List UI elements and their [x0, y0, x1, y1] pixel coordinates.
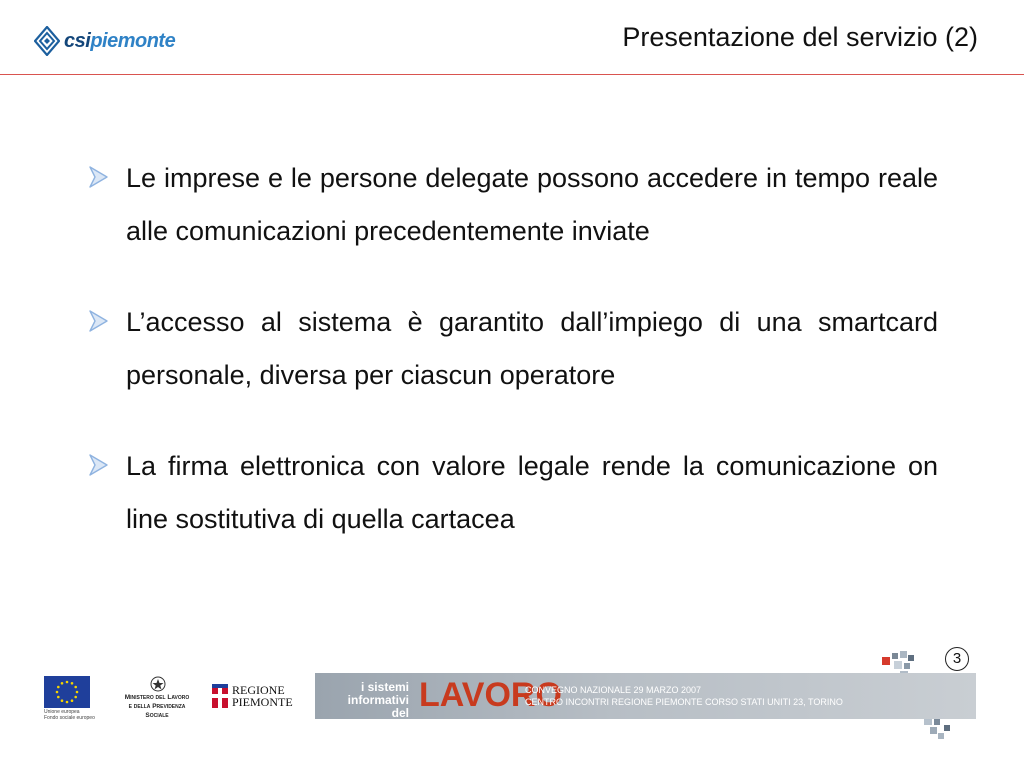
regione-line2: PIEMONTE	[232, 695, 293, 709]
csi-diamond-logo-icon	[34, 26, 60, 56]
banner-line2: informativi del	[347, 693, 409, 720]
page-title: Presentazione del servizio (2)	[622, 22, 978, 52]
bullet-text: L’accesso al sistema è garantito dall’impiego di una smartcard personale, diversa per ciascun operatore	[126, 307, 938, 390]
header-divider	[0, 74, 1024, 75]
event-line1: CONVEGNO NAZIONALE 29 MARZO 2007	[525, 685, 702, 695]
regione-shield-icon	[212, 684, 228, 708]
event-banner	[315, 673, 976, 719]
logo-text-csi: csi	[64, 29, 91, 52]
bullet-item	[88, 152, 938, 258]
eu-caption: Unione europea Fondo sociale europeo	[44, 709, 95, 721]
regione-piemonte-logo	[212, 684, 293, 708]
ministry-logo	[117, 676, 197, 720]
banner-subtitle	[329, 681, 409, 720]
ministry-text	[117, 693, 197, 720]
regione-text	[232, 684, 293, 708]
regione-line1: REGIONE	[232, 683, 285, 697]
logo-text	[64, 30, 175, 53]
bullet-text: La firma elettronica con valore legale rende la comunicazione on line sostitutiva di quella cartacea	[126, 451, 938, 534]
banner-line1: i sistemi	[360, 680, 409, 694]
page-number: 3	[945, 647, 969, 671]
bullet-item	[88, 296, 938, 402]
bullet-text: Le imprese e le persone delegate possono accedere in tempo reale alle comunicazioni precedentemente inviate	[126, 163, 938, 246]
arrowhead-bullet-icon	[88, 166, 108, 188]
italian-emblem-icon	[150, 676, 166, 692]
logo-text-piemonte: piemonte	[90, 29, 176, 52]
arrowhead-bullet-icon	[88, 310, 108, 332]
bullet-item	[88, 440, 938, 546]
ministry-line2: e della Previdenza Sociale	[128, 703, 186, 719]
banner-brand: LAVORO	[419, 676, 562, 714]
banner-event-info	[525, 684, 843, 708]
event-line2: CENTRO INCONTRI REGIONE PIEMONTE CORSO STATI UNITI 23, TORINO	[525, 697, 843, 707]
arrowhead-bullet-icon	[88, 454, 108, 476]
bullet-list	[88, 152, 938, 584]
eu-flag-icon	[44, 676, 90, 708]
ministry-line1: Ministero del Lavoro	[124, 694, 190, 701]
csi-piemonte-logo	[34, 26, 175, 56]
